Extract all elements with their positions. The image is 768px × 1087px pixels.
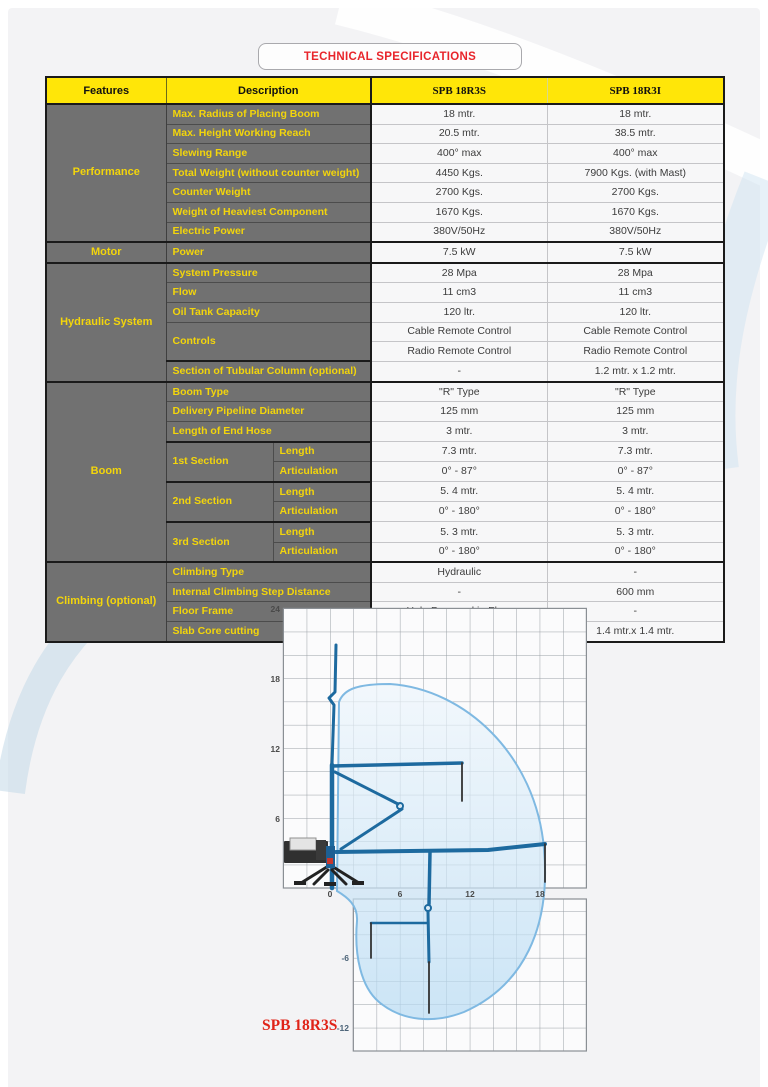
value-cell-spb18r3i: - — [547, 562, 724, 582]
table-row — [46, 562, 724, 582]
value-cell-spb18r3i: "R" Type — [547, 382, 724, 402]
spec-table — [45, 76, 725, 643]
value-cell-spb18r3i: 5. 3 mtr. — [547, 522, 724, 542]
value-cell-spb18r3s: 11 cm3 — [371, 283, 547, 303]
value-cell-spb18r3s: 4450 Kgs. — [371, 163, 547, 183]
description-cell: Boom Type — [166, 382, 371, 402]
value-cell-spb18r3i: 1.2 mtr. x 1.2 mtr. — [547, 361, 724, 382]
value-cell-spb18r3s: "R" Type — [371, 382, 547, 402]
y-axis-tick: 12 — [270, 744, 280, 754]
feature-cell-climbing: Climbing (optional) — [46, 562, 166, 641]
description-cell: Internal Climbing Step Distance — [166, 582, 371, 602]
title-box — [258, 43, 522, 70]
feature-cell-performance: Performance — [46, 104, 166, 242]
value-cell-spb18r3s: 5. 4 mtr. — [371, 482, 547, 502]
x-axis-tick: 6 — [397, 889, 403, 899]
description-cell: Electric Power — [166, 222, 371, 242]
value-cell-spb18r3i: 600 mm — [547, 582, 724, 602]
y-axis-tick: 18 — [270, 674, 280, 684]
value-cell-spb18r3s: 7.3 mtr. — [371, 442, 547, 462]
value-cell-spb18r3s: 7.5 kW — [371, 242, 547, 263]
header-features: Features — [46, 77, 166, 104]
value-cell-spb18r3i: 2700 Kgs. — [547, 183, 724, 203]
value-cell-spb18r3i: 120 ltr. — [547, 302, 724, 322]
value-cell-spb18r3s: 120 ltr. — [371, 302, 547, 322]
description-cell: Total Weight (without counter weight) — [166, 163, 371, 183]
value-cell-spb18r3s: 380V/50Hz — [371, 222, 547, 242]
description-cell: Max. Radius of Placing Boom — [166, 104, 371, 124]
boom-subrow-label: Articulation — [273, 502, 371, 522]
description-cell: Weight of Heaviest Component — [166, 202, 371, 222]
header-model-spb18r3i: SPB 18R3I — [547, 77, 724, 104]
description-cell: Climbing Type — [166, 562, 371, 582]
y-axis-negative-tick: -6 — [341, 953, 349, 963]
value-cell-spb18r3i: 5. 4 mtr. — [547, 482, 724, 502]
boom-section-cell-1st: 1st Section — [166, 442, 273, 482]
description-cell: Max. Height Working Reach — [166, 124, 371, 144]
value-cell-spb18r3i: 11 cm3 — [547, 283, 724, 303]
value-cell-spb18r3s: 0° - 180° — [371, 542, 547, 562]
value-cell-spb18r3s: 3 mtr. — [371, 422, 547, 442]
value-cell-spb18r3i: 7.3 mtr. — [547, 442, 724, 462]
x-axis-tick: 12 — [465, 889, 475, 899]
description-cell: Slab Core cutting — [166, 621, 371, 641]
description-cell: Counter Weight — [166, 183, 371, 203]
value-cell-spb18r3i: 7900 Kgs. (with Mast) — [547, 163, 724, 183]
feature-cell-boom: Boom — [46, 382, 166, 562]
value-cell-spb18r3i: 1670 Kgs. — [547, 202, 724, 222]
table-row — [46, 242, 724, 263]
value-cell-spb18r3i: 0° - 180° — [547, 502, 724, 522]
value-cell-spb18r3i: 3 mtr. — [547, 422, 724, 442]
value-cell-spb18r3s: - — [371, 361, 547, 382]
description-cell: System Pressure — [166, 263, 371, 283]
value-cell-spb18r3i: 400° max — [547, 144, 724, 164]
description-cell-controls: Controls — [166, 322, 371, 361]
boom-subrow-label: Articulation — [273, 462, 371, 482]
header-description: Description — [166, 77, 371, 104]
value-cell-spb18r3s: Cable Remote Control — [371, 322, 547, 342]
description-cell: Section of Tubular Column (optional) — [166, 361, 371, 382]
table-row — [46, 382, 724, 402]
y-axis-negative-tick: -12 — [336, 1023, 349, 1033]
value-cell-spb18r3s: 400° max — [371, 144, 547, 164]
boom-section-cell-3rd: 3rd Section — [166, 522, 273, 562]
value-cell-spb18r3i: Cable Remote Control — [547, 322, 724, 342]
description-cell: Power — [166, 242, 371, 263]
working-range-diagram — [240, 602, 630, 1080]
boom-subrow-label: Articulation — [273, 542, 371, 562]
diagram-model-label: SPB 18R3S — [262, 1017, 338, 1034]
value-cell-spb18r3i: 7.5 kW — [547, 242, 724, 263]
header-row — [46, 77, 724, 104]
value-cell-spb18r3i: 380V/50Hz — [547, 222, 724, 242]
value-cell-spb18r3s: 18 mtr. — [371, 104, 547, 124]
value-cell-spb18r3s: 5. 3 mtr. — [371, 522, 547, 542]
value-cell-spb18r3s: 0° - 180° — [371, 502, 547, 522]
value-cell-spb18r3s: 0° - 87° — [371, 462, 547, 482]
description-cell: Delivery Pipeline Diameter — [166, 402, 371, 422]
feature-cell-hydraulic-system: Hydraulic System — [46, 263, 166, 382]
value-cell-spb18r3s: 28 Mpa — [371, 263, 547, 283]
description-cell: Flow — [166, 283, 371, 303]
description-cell: Length of End Hose — [166, 422, 371, 442]
boom-section-cell-2nd: 2nd Section — [166, 482, 273, 522]
value-cell-spb18r3i: 0° - 87° — [547, 462, 724, 482]
header-model-spb18r3s: SPB 18R3S — [371, 77, 547, 104]
boom-subrow-label: Length — [273, 482, 371, 502]
boom-subrow-label: Length — [273, 522, 371, 542]
value-cell-spb18r3s: Hydraulic — [371, 562, 547, 582]
value-cell-spb18r3i: Radio Remote Control — [547, 342, 724, 362]
description-cell: Slewing Range — [166, 144, 371, 164]
table-row — [46, 263, 724, 283]
value-cell-spb18r3s: 1670 Kgs. — [371, 202, 547, 222]
description-cell: Floor Frame — [166, 602, 371, 622]
x-axis-tick: 0 — [327, 889, 333, 899]
value-cell-spb18r3i: 28 Mpa — [547, 263, 724, 283]
page-title: TECHNICAL SPECIFICATIONS — [303, 50, 477, 63]
table-row — [46, 104, 724, 124]
x-axis-tick: 18 — [535, 889, 545, 899]
y-axis-tick: 6 — [275, 814, 280, 824]
value-cell-spb18r3i: 125 mm — [547, 402, 724, 422]
y-axis-tick: 24 — [270, 604, 280, 614]
value-cell-spb18r3s: 20.5 mtr. — [371, 124, 547, 144]
value-cell-spb18r3s: 125 mm — [371, 402, 547, 422]
value-cell-spb18r3s: Radio Remote Control — [371, 342, 547, 362]
value-cell-spb18r3i: 1.4 mtr.x 1.4 mtr. — [547, 621, 724, 641]
value-cell-spb18r3i: 38.5 mtr. — [547, 124, 724, 144]
description-cell: Oil Tank Capacity — [166, 302, 371, 322]
value-cell-spb18r3i: 0° - 180° — [547, 542, 724, 562]
value-cell-spb18r3i: 18 mtr. — [547, 104, 724, 124]
feature-cell-motor: Motor — [46, 242, 166, 263]
boom-subrow-label: Length — [273, 442, 371, 462]
value-cell-spb18r3s: - — [371, 582, 547, 602]
value-cell-spb18r3s: 2700 Kgs. — [371, 183, 547, 203]
value-cell-spb18r3i: - — [547, 602, 724, 622]
